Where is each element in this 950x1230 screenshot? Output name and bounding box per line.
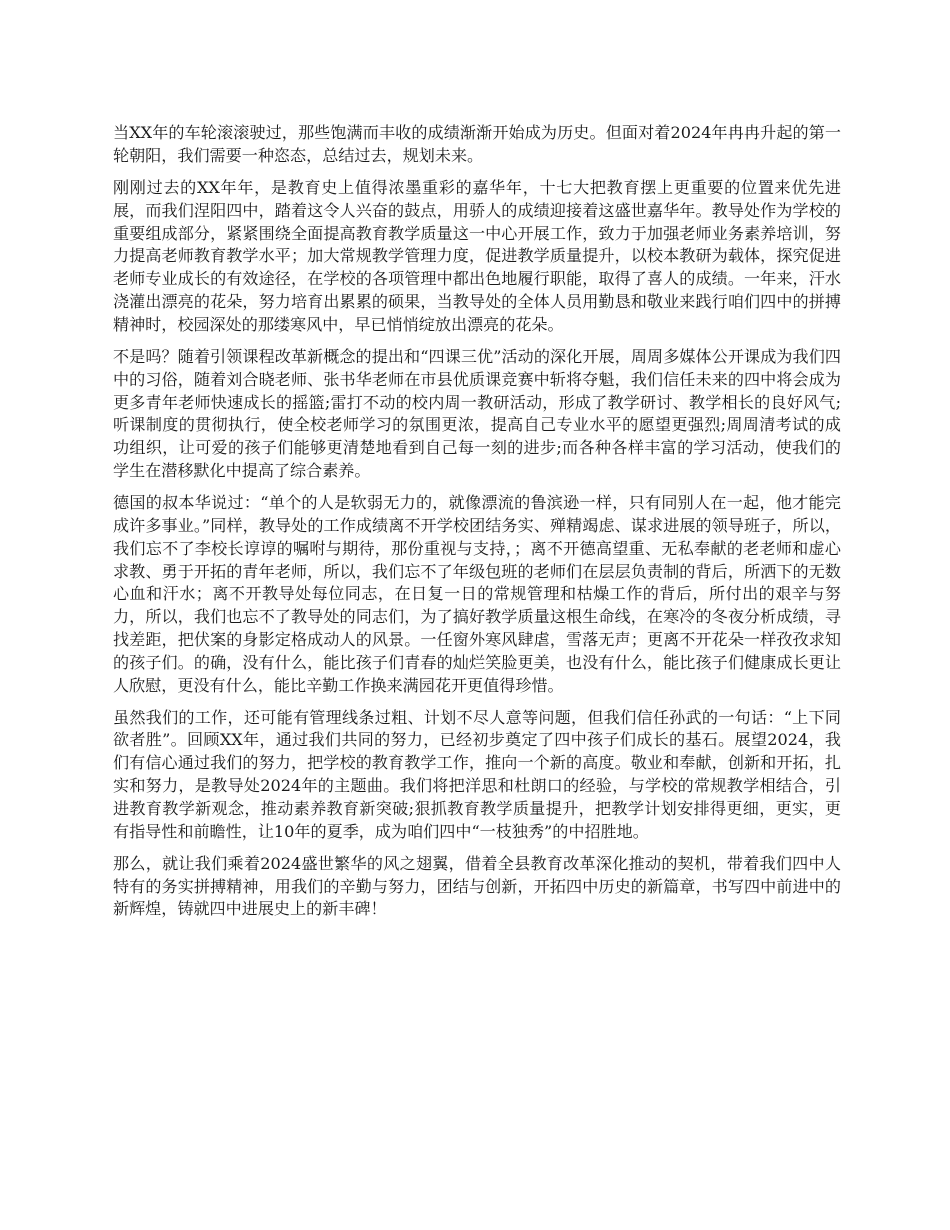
paragraph-intro: 当XX年的车轮滚滚驶过，那些饱满而丰收的成绩渐渐开始成为历史。但面对着2024年冉冉升起的第一轮朝阳，我们需要一种恣态，总结过去，规划未来。 xyxy=(113,123,841,165)
paragraph-activities: 不是吗？随着引领课程改革新概念的提出和“四课三优”活动的深化开展，周周多媒体公开课成为我们四中的习俗，随着刘合晓老师、张书华老师在市县优质课竞赛中斩将夺魁，我们信任未来的四中将会成为更多青年老师快速成长的摇篮;雷打不动的校内周一教研活动，形成了教学研讨、教学相长的良好风气;听课制度的贯彻执行，使全校老师学习的氛围更浓，提高自己专业水平的愿望更强烈;周周清考试的成功组织，让可爱的孩子们能够更清楚地看到自己每一刻的进步;而各种各样丰富的学习活动，使我们的学生在潜移默化中提高了综合素养。 xyxy=(113,346,841,480)
paragraph-outlook: 虽然我们的工作，还可能有管理线条过粗、计划不尽人意等问题，但我们信任孙武的一句话：“上下同欲者胜”。回顾XX年，通过我们共同的努力，已经初步奠定了四中孩子们成长的基石。展望2024，我们有信心通过我们的努力，把学校的教育教学工作，推向一个新的高度。敬业和奉献，创新和开拓，扎实和努力，是教导处2024年的主题曲。我们将把洋思和杜朗口的经验，与学校的常规教学相结合，引进教育教学新观念，推动素养教育新突破;狠抓教育教学质量提升，把教学计划安排得更细，更实，更有指导性和前瞻性，让10年的夏季，成为咱们四中“一枝独秀”的中招胜地。 xyxy=(113,707,841,841)
paragraph-closing: 那么，就让我们乘着2024盛世繁华的风之翅翼，借着全县教育改革深化推动的契机，带着我们四中人特有的务实拼搏精神，用我们的辛勤与努力，团结与创新，开拓四中历史的新篇章，书写四中前进中的新辉煌，铸就四中进展史上的新丰碑！ xyxy=(113,853,841,919)
paragraph-gratitude: 德国的叔本华说过：“单个的人是软弱无力的，就像漂流的鲁滨逊一样，只有同别人在一起，他才能完成许多事业。”同样，教导处的工作成绩离不开学校团结务实、殚精竭虑、谋求进展的领导班子，所以，我们忘不了李校长谆谆的嘱咐与期待，那份重视与支持，；离不开德高望重、无私奉献的老老师和虚心求教、勇于开拓的青年老师，所以，我们忘不了年级包班的老师们在层层负责制的背后，所洒下的无数心血和汗水；离不开教导处每位同志，在日复一日的常规管理和枯燥工作的背后，所付出的艰辛与努力，所以，我们也忘不了教导处的同志们，为了搞好教学质量这根生命线，在寒冷的冬夜分析成绩，寻找差距，把伏案的身影定格成动人的风景。一任窗外寒风肆虐，雪落无声；更离不开花朵一样孜孜求知的孩子们。的确，没有什么，能比孩子们青春的灿烂笑脸更美，也没有什么，能比孩子们健康成长更让人欣慰，更没有什么，能比辛勤工作换来满园花开更值得珍惜。 xyxy=(113,493,841,695)
paragraph-review: 刚刚过去的XX年年，是教育史上值得浓墨重彩的嘉华年，十七大把教育摆上更重要的位置来优先进展，而我们涅阳四中，踏着这令人兴奋的鼓点，用骄人的成绩迎接着这盛世嘉华年。教导处作为学校的重要组成部分，紧紧围绕全面提高教育教学质量这一中心开展工作，致力于加强老师业务素养培训，努力提高老师教育教学水平；加大常规教学管理力度，促进教学质量提升，以校本教研为载体，探究促进老师专业成长的有效途径，在学校的各项管理中都出色地履行职能，取得了喜人的成绩。一年来，汗水浇灌出漂亮的花朵，努力培育出累累的硕果，当教导处的全体人员用勤恳和敬业来践行咱们四中的拼搏精神时，校园深处的那缕寒风中，早已悄悄绽放出漂亮的花朵。 xyxy=(113,177,841,334)
document-body xyxy=(113,122,841,931)
